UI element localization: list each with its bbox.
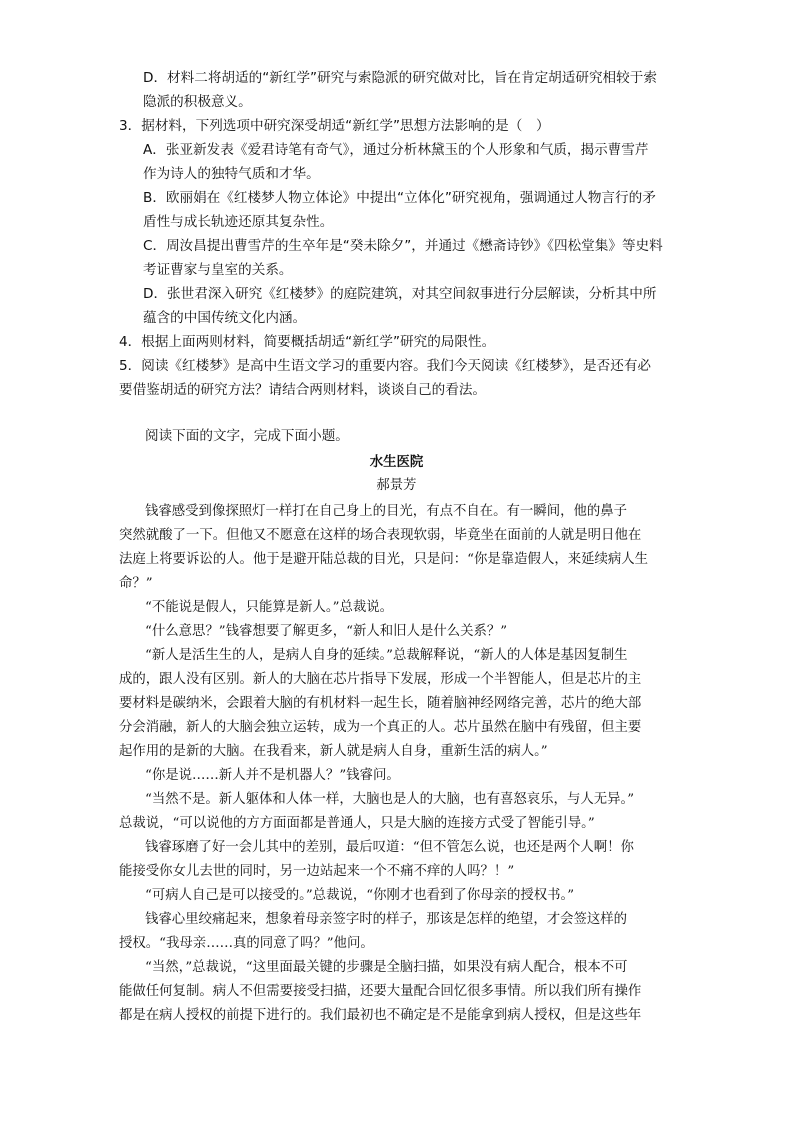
passage-title: 水生医院 (369, 454, 424, 470)
reading-instruction: 阅读下面的文字，完成下面小题。 (145, 428, 349, 444)
passage-line: 能做任何复制。病人不但需要接受扫描，还要大量配合回忆很多事情。所以我们所有操作 (119, 984, 642, 999)
q3-option-c-line2: 考证曹家与皇室的关系。 (143, 262, 293, 278)
q3-option-d-line2: 蕴含的中国传统文化内涵。 (143, 310, 307, 326)
passage-line: “什么意思？”钱睿想要了解更多，“新人和旧人是什么关系？” (145, 624, 508, 639)
passage-line: “可病人自己是可以接受的。”总裁说，“你刚才也看到了你母亲的授权书。” (145, 888, 575, 903)
passage-line: “新人是活生生的人，是病人自身的延续。”总裁解释说，“新人的人体是基因复制生 (145, 648, 628, 663)
passage-line: 要材料是碳纳米，会跟着大脑的有机材料一起生长，随着脑神经网络完善，芯片的绝大部 (119, 696, 642, 711)
q3-option-c-line1: C．周汝昌提出曹雪芹的生卒年是“癸未除夕”，并通过《懋斋诗钞》《四松堂集》等史料 (143, 238, 663, 254)
passage-line: 都是在病人授权的前提下进行的。我们最初也不确定是不是能拿到病人授权，但是这些年 (119, 1008, 642, 1023)
passage-line: “当然，”总裁说，“这里面最关键的步骤是全脑扫描，如果没有病人配合，根本不可 (145, 960, 628, 975)
q3-stem: 3．据材料，下列选项中研究深受胡适“新红学”思想方法影响的是（ ） (119, 118, 550, 134)
passage-line: 授权。“我母亲……真的同意了吗？”他问。 (119, 936, 374, 951)
passage-line: 起作用的是新的大脑。在我看来，新人就是病人自身，重新生活的病人。” (119, 744, 548, 759)
passage-line: 总裁说，“可以说他的方方面面都是普通人，只是大脑的连接方式受了智能引导。” (119, 816, 595, 831)
passage-line: 突然就酸了一下。但他又不愿意在这样的场合表现软弱，毕竟坐在面前的人就是明日他在 (119, 528, 642, 543)
q3-option-a-line2: 作为诗人的独特气质和才华。 (143, 166, 320, 182)
passage-line: “当然不是。新人躯体和人体一样，大脑也是人的大脑，也有喜怒哀乐，与人无异。” (145, 792, 635, 807)
passage-line: 法庭上将要诉讼的人。他于是避开陆总裁的目光，只是问：“你是靠造假人，来延续病人生 (119, 552, 649, 567)
q3-option-d-line1: D．张世君深入研究《红楼梦》的庭院建筑，对其空间叙事进行分层解读，分析其中所 (143, 286, 657, 302)
q3-option-b-line2: 盾性与成长轨迹还原其复杂性。 (143, 214, 334, 230)
q4: 4．根据上面两则材料，简要概括胡适“新红学”研究的局限性。 (119, 334, 496, 350)
passage-line: 钱睿心里绞痛起来，想象着母亲签字时的样子，那该是怎样的绝望，才会签这样的 (145, 912, 628, 927)
q5-line2: 要借鉴胡适的研究方法？请结合两则材料，谈谈自己的看法。 (119, 382, 487, 398)
passage-line: “你是说……新人并不是机器人？”钱睿问。 (145, 768, 400, 783)
q3-option-b-line1: B．欧丽娟在《红楼梦人物立体论》中提出“立体化”研究视角，强调通过人物言行的矛 (143, 190, 656, 206)
passage-line: 命？” (119, 576, 153, 591)
q2-option-d-line1: D．材料二将胡适的“新红学”研究与索隐派的研究做对比，旨在肯定胡适研究相较于索 (143, 70, 657, 86)
passage-line: 钱睿感受到像探照灯一样打在自己身上的目光，有点不自在。有一瞬间，他的鼻子 (145, 504, 628, 519)
passage-line: 成的，跟人没有区别。新人的大脑在芯片指导下发展，形成一个半智能人，但是芯片的主 (119, 672, 642, 687)
passage-line: 钱睿琢磨了好一会儿其中的差别，最后叹道：“但不管怎么说，也还是两个人啊！你 (145, 840, 634, 855)
q5-line1: 5．阅读《红楼梦》是高中生语文学习的重要内容。我们今天阅读《红楼梦》，是否还有必 (119, 358, 652, 374)
passage-line: “不能说是假人，只能算是新人。”总裁说。 (145, 600, 394, 615)
passage-author: 郝景芳 (376, 478, 417, 493)
q2-option-d-line2: 隐派的积极意义。 (143, 94, 252, 110)
q3-option-a-line1: A．张亚新发表《爱君诗笔有奇气》，通过分析林黛玉的个人形象和气质，揭示曹雪芹 (143, 142, 649, 158)
passage-line: 能接受你女儿去世的同时，另一边站起来一个不痛不痒的人吗？！” (119, 864, 515, 879)
passage-line: 分会消融，新人的大脑会独立运转，成为一个真正的人。芯片虽然在脑中有残留，但主要 (119, 720, 642, 735)
